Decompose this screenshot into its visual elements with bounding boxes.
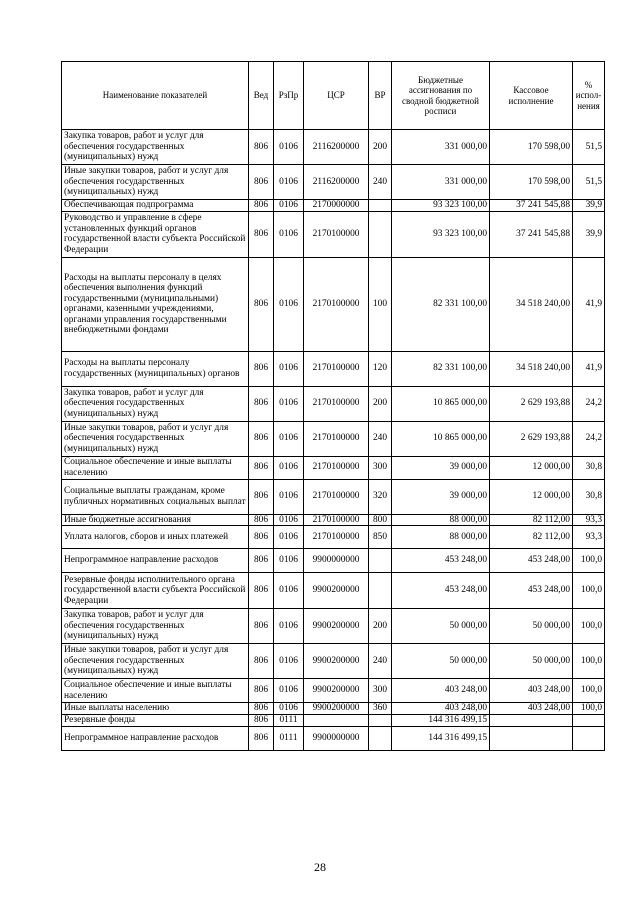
- header-csr: ЦСР: [304, 62, 369, 130]
- row-pct: 39,9: [573, 200, 605, 212]
- row-pct: 24,2: [573, 421, 605, 456]
- row-ved: 806: [249, 421, 274, 456]
- row-name: Иные закупки товаров, работ и услуг для обеспечения государственных (муниципальных) нужд: [62, 165, 249, 200]
- row-ved: 806: [249, 609, 274, 644]
- row-cash: 50 000,00: [490, 644, 573, 679]
- row-csr: 9900000000: [304, 549, 369, 573]
- row-budget: 93 323 100,00: [392, 200, 490, 212]
- row-rzpr: 0106: [274, 200, 304, 212]
- row-budget: 331 000,00: [392, 130, 490, 165]
- row-pct: 100,0: [573, 609, 605, 644]
- table-row: [62, 351, 605, 386]
- row-vr: 100: [369, 257, 392, 351]
- row-pct: 51,5: [573, 130, 605, 165]
- row-csr: 9900200000: [304, 644, 369, 679]
- row-budget: 88 000,00: [392, 514, 490, 526]
- table-row: [62, 211, 605, 257]
- row-csr: 2170100000: [304, 351, 369, 386]
- row-cash: 453 248,00: [490, 549, 573, 573]
- row-name: Закупка товаров, работ и услуг для обеспечения государственных (муниципальных) нужд: [62, 609, 249, 644]
- row-cash: 2 629 193,88: [490, 386, 573, 421]
- row-pct: 93,3: [573, 514, 605, 526]
- row-ved: 806: [249, 526, 274, 549]
- table-row: [62, 715, 605, 727]
- row-pct: 93,3: [573, 526, 605, 549]
- row-cash: 50 000,00: [490, 609, 573, 644]
- row-ved: 806: [249, 200, 274, 212]
- row-rzpr: 0106: [274, 479, 304, 514]
- table-row: [62, 130, 605, 165]
- row-csr: 2170100000: [304, 456, 369, 479]
- row-name: Руководство и управление в сфере установленных функций органов государственной власти субъекта Российской Федерации: [62, 211, 249, 257]
- row-rzpr: 0106: [274, 257, 304, 351]
- row-name: Социальное обеспечение и иные выплаты населению: [62, 679, 249, 703]
- row-csr: 2170100000: [304, 211, 369, 257]
- row-budget: 39 000,00: [392, 456, 490, 479]
- row-rzpr: 0106: [274, 549, 304, 573]
- row-vr: 200: [369, 130, 392, 165]
- table-row: [62, 421, 605, 456]
- header-name: Наименование показателей: [62, 62, 249, 130]
- table-row: [62, 549, 605, 573]
- row-rzpr: 0111: [274, 727, 304, 751]
- row-rzpr: 0106: [274, 211, 304, 257]
- row-csr: 9900000000: [304, 727, 369, 751]
- row-vr: [369, 727, 392, 751]
- row-pct: 41,9: [573, 257, 605, 351]
- header-rzpr: РзПр: [274, 62, 304, 130]
- row-ved: 806: [249, 456, 274, 479]
- row-ved: 806: [249, 573, 274, 609]
- row-cash: 34 518 240,00: [490, 351, 573, 386]
- row-budget: 403 248,00: [392, 703, 490, 715]
- row-rzpr: 0106: [274, 386, 304, 421]
- table-row: [62, 526, 605, 549]
- row-pct: [573, 715, 605, 727]
- row-csr: [304, 715, 369, 727]
- table-row: [62, 644, 605, 679]
- row-vr: [369, 549, 392, 573]
- row-csr: 2116200000: [304, 165, 369, 200]
- row-ved: 806: [249, 549, 274, 573]
- row-cash: 37 241 545,88: [490, 211, 573, 257]
- row-rzpr: 0106: [274, 679, 304, 703]
- row-ved: 806: [249, 130, 274, 165]
- row-name: Закупка товаров, работ и услуг для обеспечения государственных (муниципальных) нужд: [62, 130, 249, 165]
- row-name: Иные закупки товаров, работ и услуг для обеспечения государственных (муниципальных) нужд: [62, 644, 249, 679]
- row-ved: 806: [249, 386, 274, 421]
- row-pct: 100,0: [573, 573, 605, 609]
- header-row: [62, 62, 605, 130]
- row-vr: [369, 200, 392, 212]
- table-row: [62, 386, 605, 421]
- page-number: 28: [314, 860, 326, 874]
- table-row: [62, 257, 605, 351]
- row-budget: 10 865 000,00: [392, 386, 490, 421]
- row-pct: 100,0: [573, 644, 605, 679]
- row-vr: 240: [369, 421, 392, 456]
- row-name: Социальное обеспечение и иные выплаты населению: [62, 456, 249, 479]
- row-vr: 320: [369, 479, 392, 514]
- table-row: [62, 456, 605, 479]
- row-budget: 82 331 100,00: [392, 351, 490, 386]
- row-vr: [369, 573, 392, 609]
- row-cash: 12 000,00: [490, 479, 573, 514]
- row-rzpr: 0106: [274, 644, 304, 679]
- row-cash: 2 629 193,88: [490, 421, 573, 456]
- row-pct: 41,9: [573, 351, 605, 386]
- row-name: Иные выплаты населению: [62, 703, 249, 715]
- row-ved: 806: [249, 727, 274, 751]
- row-pct: 30,8: [573, 456, 605, 479]
- row-name: Иные бюджетные ассигнования: [62, 514, 249, 526]
- row-ved: 806: [249, 715, 274, 727]
- row-budget: 453 248,00: [392, 549, 490, 573]
- row-name: Обеспечивающая подпрограмма: [62, 200, 249, 212]
- row-budget: 88 000,00: [392, 526, 490, 549]
- row-pct: 100,0: [573, 703, 605, 715]
- row-cash: 34 518 240,00: [490, 257, 573, 351]
- row-vr: 200: [369, 386, 392, 421]
- header-ved: Вед: [249, 62, 274, 130]
- row-csr: 9900200000: [304, 573, 369, 609]
- row-rzpr: 0106: [274, 609, 304, 644]
- row-name: Иные закупки товаров, работ и услуг для обеспечения государственных (муниципальных) нужд: [62, 421, 249, 456]
- header-vr: ВР: [369, 62, 392, 130]
- row-csr: 2170100000: [304, 421, 369, 456]
- table-row: [62, 165, 605, 200]
- header-budget: Бюджетные ассигнования по сводной бюджетной росписи: [392, 62, 490, 130]
- row-csr: 2170100000: [304, 514, 369, 526]
- row-vr: [369, 715, 392, 727]
- row-vr: 800: [369, 514, 392, 526]
- row-rzpr: 0106: [274, 421, 304, 456]
- row-csr: 2116200000: [304, 130, 369, 165]
- row-pct: [573, 727, 605, 751]
- row-vr: 300: [369, 456, 392, 479]
- row-pct: 100,0: [573, 549, 605, 573]
- table-row: [62, 200, 605, 212]
- row-vr: 240: [369, 644, 392, 679]
- row-rzpr: 0106: [274, 130, 304, 165]
- row-budget: 50 000,00: [392, 609, 490, 644]
- row-rzpr: 0106: [274, 573, 304, 609]
- header-cash: Кассовое исполнение: [490, 62, 573, 130]
- row-cash: 453 248,00: [490, 573, 573, 609]
- row-rzpr: 0106: [274, 165, 304, 200]
- row-name: Резервные фонды: [62, 715, 249, 727]
- row-vr: 240: [369, 165, 392, 200]
- row-pct: 100,0: [573, 679, 605, 703]
- row-vr: 850: [369, 526, 392, 549]
- row-cash: 82 112,00: [490, 526, 573, 549]
- row-name: Резервные фонды исполнительного органа государственной власти субъекта Российской Федерации: [62, 573, 249, 609]
- row-cash: 170 598,00: [490, 130, 573, 165]
- row-cash: [490, 715, 573, 727]
- row-ved: 806: [249, 257, 274, 351]
- row-name: Закупка товаров, работ и услуг для обеспечения государственных (муниципальных) нужд: [62, 386, 249, 421]
- row-csr: 2170100000: [304, 479, 369, 514]
- row-name: Уплата налогов, сборов и иных платежей: [62, 526, 249, 549]
- row-name: Непрограммное направление расходов: [62, 727, 249, 751]
- row-ved: 806: [249, 644, 274, 679]
- row-ved: 806: [249, 165, 274, 200]
- row-pct: 30,8: [573, 479, 605, 514]
- row-ved: 806: [249, 479, 274, 514]
- row-budget: 82 331 100,00: [392, 257, 490, 351]
- row-vr: [369, 211, 392, 257]
- table-row: [62, 679, 605, 703]
- table-row: [62, 573, 605, 609]
- row-budget: 403 248,00: [392, 679, 490, 703]
- row-cash: 403 248,00: [490, 679, 573, 703]
- row-rzpr: 0106: [274, 514, 304, 526]
- row-rzpr: 0106: [274, 703, 304, 715]
- row-cash: 37 241 545,88: [490, 200, 573, 212]
- row-ved: 806: [249, 514, 274, 526]
- row-cash: 12 000,00: [490, 456, 573, 479]
- row-budget: 50 000,00: [392, 644, 490, 679]
- row-pct: 24,2: [573, 386, 605, 421]
- row-rzpr: 0111: [274, 715, 304, 727]
- header-pct: % испол-нения: [573, 62, 605, 130]
- row-csr: 9900200000: [304, 703, 369, 715]
- table-row: [62, 609, 605, 644]
- row-ved: 806: [249, 211, 274, 257]
- row-csr: 2170100000: [304, 526, 369, 549]
- row-name: Расходы на выплаты персоналу в целях обеспечения выполнения функций государственными (муниципальными) органами, казенными учреждениями, органами управления государственными внебюджетными фондами: [62, 257, 249, 351]
- table-row: [62, 703, 605, 715]
- row-vr: 300: [369, 679, 392, 703]
- row-cash: 170 598,00: [490, 165, 573, 200]
- row-csr: 9900200000: [304, 679, 369, 703]
- row-pct: 51,5: [573, 165, 605, 200]
- row-budget: 93 323 100,00: [392, 211, 490, 257]
- row-csr: 2170000000: [304, 200, 369, 212]
- row-ved: 806: [249, 351, 274, 386]
- row-cash: [490, 727, 573, 751]
- budget-execution-table: [61, 61, 605, 751]
- table-row: [62, 479, 605, 514]
- row-ved: 806: [249, 679, 274, 703]
- row-budget: 331 000,00: [392, 165, 490, 200]
- row-budget: 144 316 499,15: [392, 727, 490, 751]
- row-csr: 9900200000: [304, 609, 369, 644]
- row-vr: 200: [369, 609, 392, 644]
- row-csr: 2170100000: [304, 257, 369, 351]
- row-budget: 10 865 000,00: [392, 421, 490, 456]
- table-row: [62, 514, 605, 526]
- row-pct: 39,9: [573, 211, 605, 257]
- row-rzpr: 0106: [274, 526, 304, 549]
- row-cash: 403 248,00: [490, 703, 573, 715]
- row-name: Непрограммное направление расходов: [62, 549, 249, 573]
- row-rzpr: 0106: [274, 456, 304, 479]
- table-row: [62, 727, 605, 751]
- row-name: Расходы на выплаты персоналу государственных (муниципальных) органов: [62, 351, 249, 386]
- row-rzpr: 0106: [274, 351, 304, 386]
- row-vr: 360: [369, 703, 392, 715]
- row-ved: 806: [249, 703, 274, 715]
- row-name: Социальные выплаты гражданам, кроме публичных нормативных социальных выплат: [62, 479, 249, 514]
- row-budget: 453 248,00: [392, 573, 490, 609]
- row-budget: 144 316 499,15: [392, 715, 490, 727]
- row-budget: 39 000,00: [392, 479, 490, 514]
- row-cash: 82 112,00: [490, 514, 573, 526]
- row-vr: 120: [369, 351, 392, 386]
- row-csr: 2170100000: [304, 386, 369, 421]
